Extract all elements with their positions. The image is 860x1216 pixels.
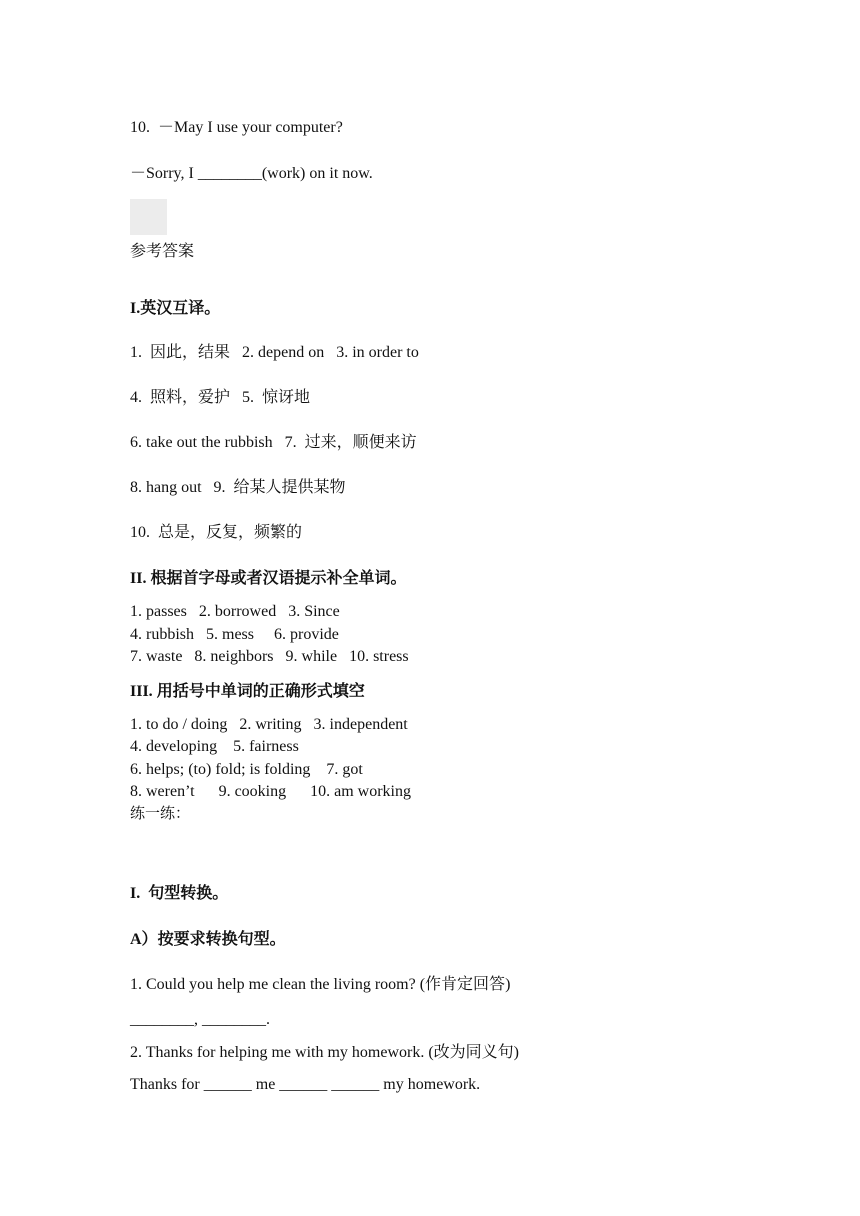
section2-heading bbox=[130, 568, 406, 588]
question-1-instruction: 作肯定回答 bbox=[425, 974, 506, 993]
section1-row-1: 1. 因此，结果 2. depend on 3. in order to bbox=[130, 344, 419, 361]
answers-title: 参考答案 bbox=[130, 241, 195, 260]
section1-heading-num: I. bbox=[130, 300, 141, 317]
section1-row-2: 4. 照料，爱护 5. 惊讶地 bbox=[130, 389, 311, 406]
section3-row-4: 8. weren’t 9. cooking 10. am working bbox=[130, 783, 411, 800]
section2-row-1: 1. passes 2. borrowed 3. Since bbox=[130, 603, 340, 620]
question-2-instruction: 改为同义句 bbox=[433, 1042, 514, 1061]
section1-row-5: 10. 总是，反复，频繁的 bbox=[130, 524, 303, 541]
question-1-close: ) bbox=[505, 976, 511, 993]
question-1-blank: ________, ________. bbox=[130, 1011, 270, 1028]
section2-row-3: 7. waste 8. neighbors 9. while 10. stress bbox=[130, 648, 409, 665]
section4-subheading-prefix: A） bbox=[130, 931, 158, 948]
section4-subheading bbox=[130, 929, 286, 949]
question-1-text: 1. Could you help me clean the living room? ( bbox=[130, 976, 426, 993]
section1-heading bbox=[130, 298, 220, 318]
question-2-text: 2. Thanks for helping me with my homework. ( bbox=[130, 1044, 434, 1061]
section4-subheading-text: 按要求转换句型。 bbox=[157, 929, 286, 948]
section1-row-3: 6. take out the rubbish 7. 过来，顺便来访 bbox=[130, 434, 417, 451]
section4-heading-num: I. bbox=[130, 885, 141, 902]
question-2-close: ) bbox=[513, 1044, 519, 1061]
section3-row-1: 1. to do / doing 2. writing 3. independent bbox=[130, 716, 408, 733]
section3-heading-num: III. bbox=[130, 683, 153, 700]
section3-heading bbox=[130, 681, 365, 701]
section3-row-3: 6. helps; (to) fold; is folding 7. got bbox=[130, 761, 363, 778]
section3-row-2: 4. developing 5. fairness bbox=[130, 738, 299, 755]
section1-heading-text: 英汉互译。 bbox=[140, 298, 221, 317]
section4-heading bbox=[130, 883, 228, 903]
section2-heading-num: II. bbox=[130, 570, 147, 587]
question-1 bbox=[130, 974, 510, 994]
section2-row-2: 4. rubbish 5. mess 6. provide bbox=[130, 626, 339, 643]
section1-row-4: 8. hang out 9. 给某人提供某物 bbox=[130, 479, 346, 496]
section2-heading-text: 根据首字母或者汉语提示补全单词。 bbox=[150, 568, 407, 587]
practice-label: 练一练： bbox=[130, 804, 191, 822]
question-10-line1: 10. －May I use your computer? bbox=[130, 119, 343, 136]
question-10-line2: －Sorry, I ________(work) on it now. bbox=[130, 165, 373, 182]
section4-heading-text: 句型转换。 bbox=[148, 883, 229, 902]
section3-heading-text: 用括号中单词的正确形式填空 bbox=[156, 681, 365, 700]
question-2-blank: Thanks for ______ me ______ ______ my homework. bbox=[130, 1076, 481, 1093]
image-placeholder bbox=[130, 199, 167, 235]
question-2 bbox=[130, 1042, 519, 1062]
